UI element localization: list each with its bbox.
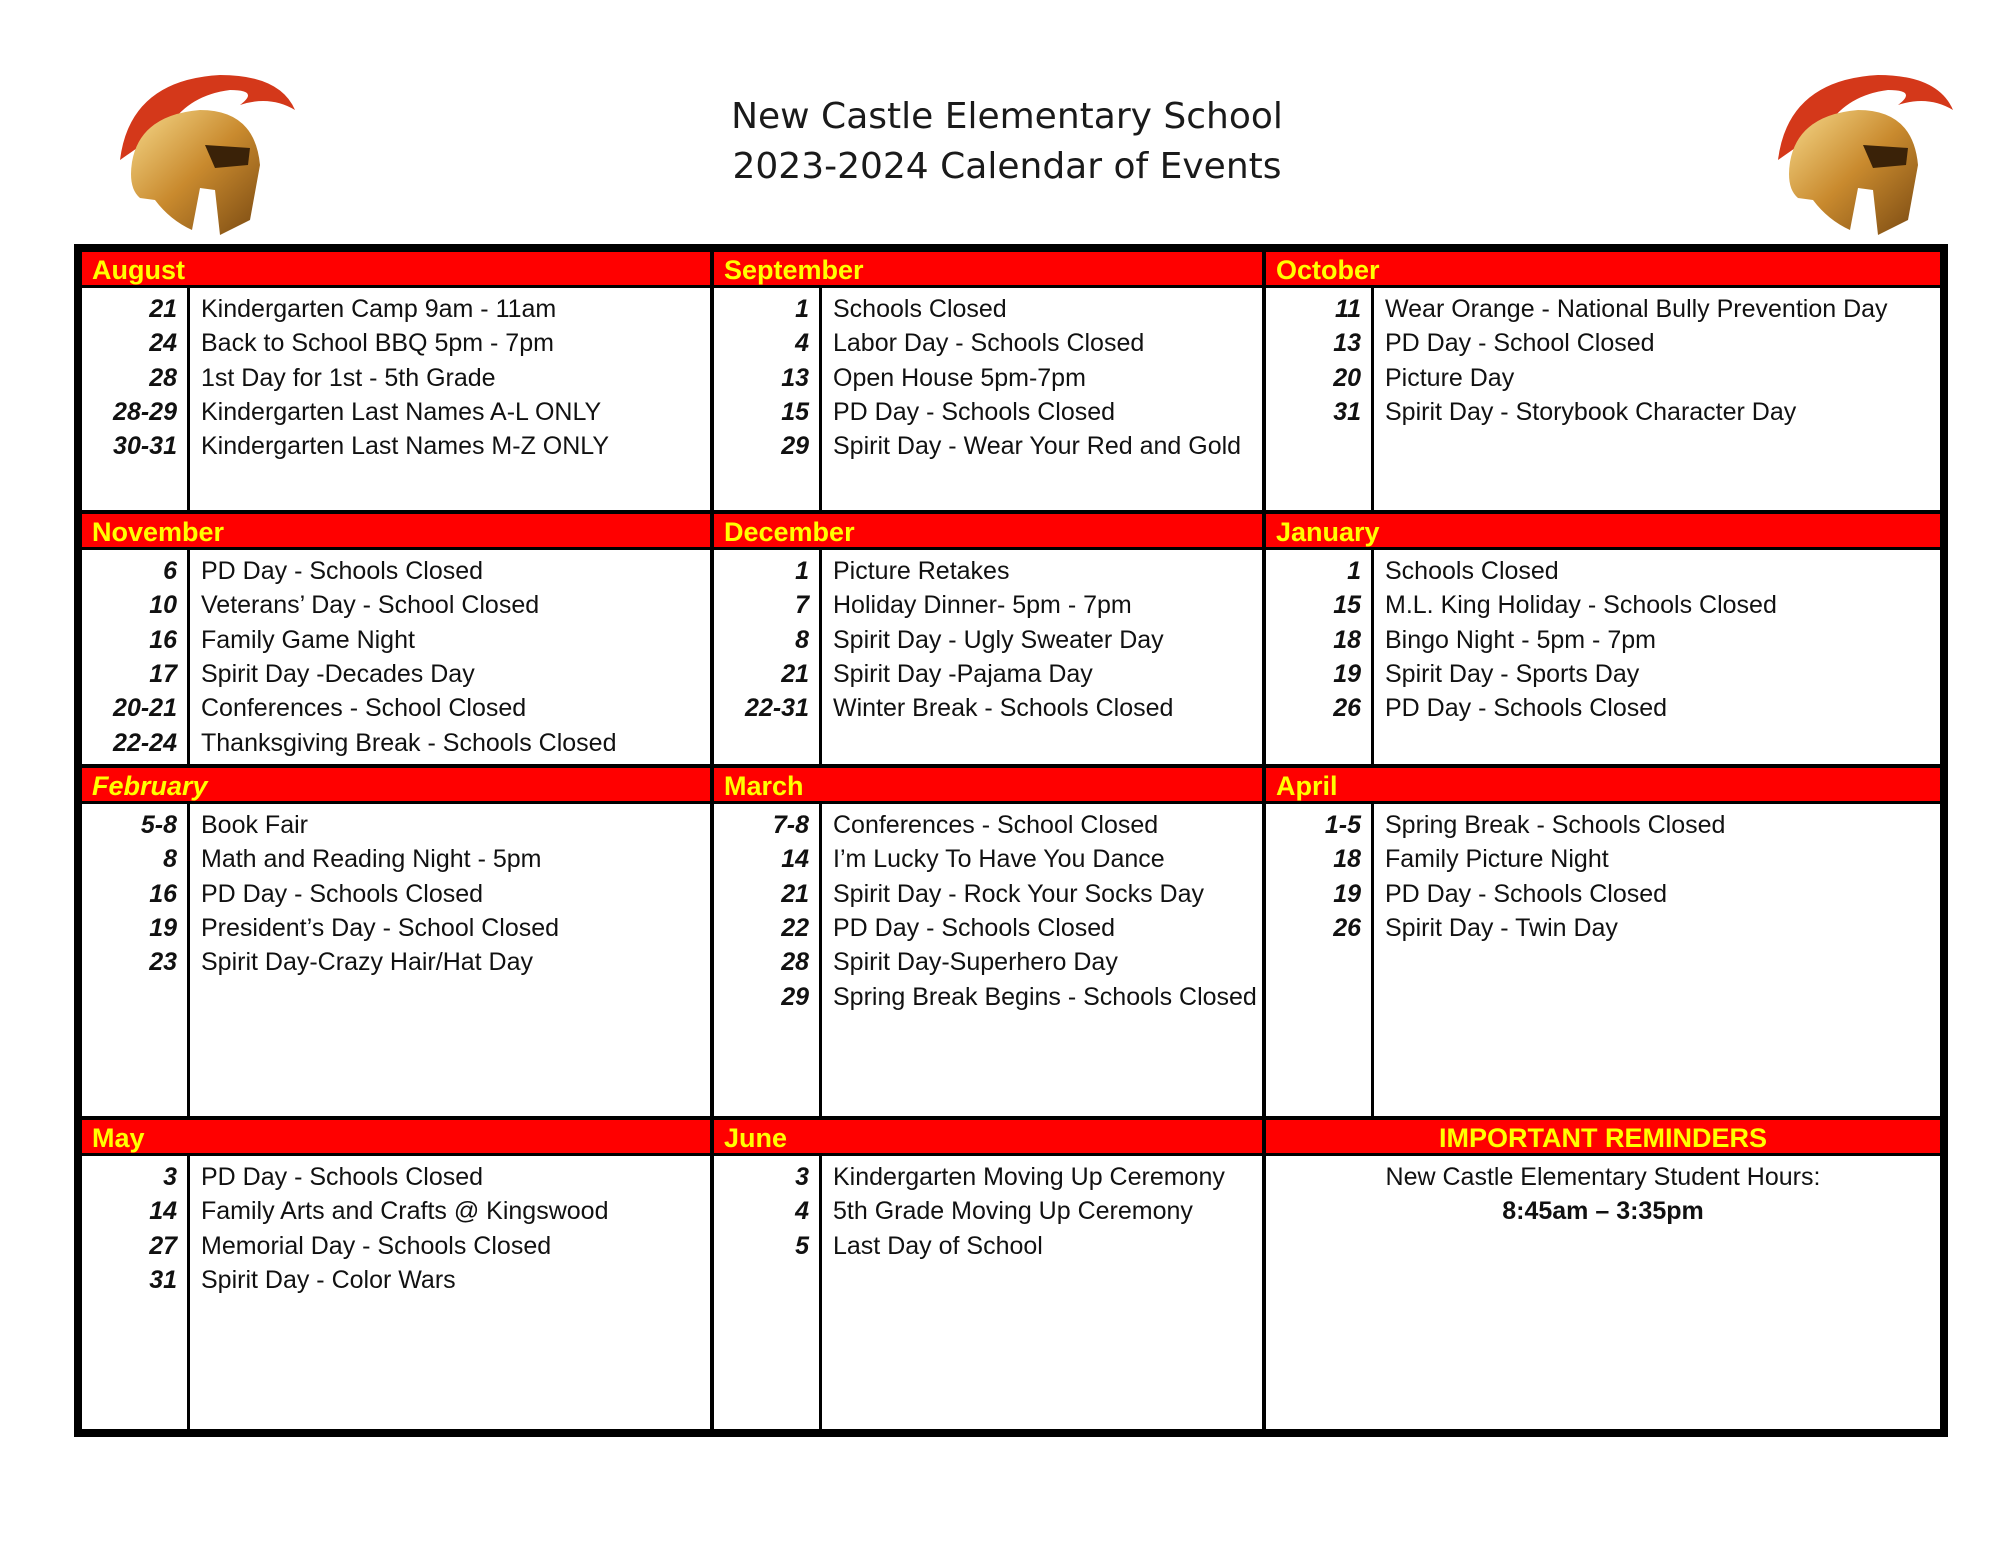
event-text: Spirit Day -Decades Day — [201, 659, 475, 688]
event-row — [1266, 808, 1940, 842]
event-text: Kindergarten Last Names A-L ONLY — [201, 397, 602, 426]
event-text: Spirit Day - Rock Your Socks Day — [833, 879, 1204, 908]
event-date: 29 — [781, 982, 809, 1011]
event-row — [714, 554, 1262, 588]
event-text: PD Day - Schools Closed — [833, 913, 1116, 942]
event-text: Holiday Dinner- 5pm - 7pm — [833, 591, 1132, 620]
event-date: 22-24 — [113, 728, 177, 757]
event-text: Math and Reading Night - 5pm — [201, 845, 542, 874]
event-row — [714, 292, 1262, 326]
event-text: Veterans’ Day - School Closed — [201, 591, 540, 620]
event-text: Family Arts and Crafts @ Kingswood — [201, 1197, 609, 1226]
event-date: 14 — [781, 845, 809, 874]
event-text: PD Day - Schools Closed — [1385, 694, 1668, 723]
event-row — [82, 842, 710, 876]
event-row — [1266, 691, 1940, 725]
event-row — [714, 588, 1262, 622]
event-date: 13 — [781, 363, 809, 392]
event-row — [714, 429, 1262, 463]
spartan-helmet-icon — [110, 70, 300, 240]
event-text: Winter Break - Schools Closed — [833, 694, 1174, 723]
event-date: 26 — [1333, 694, 1361, 723]
event-text: Kindergarten Last Names M-Z ONLY — [201, 432, 610, 461]
month-header-january — [1266, 514, 1940, 550]
event-text: Spirit Day -Pajama Day — [833, 659, 1093, 688]
spartan-helmet-icon — [1768, 70, 1958, 240]
event-row — [714, 395, 1262, 429]
event-date: 5 — [795, 1231, 809, 1260]
event-row — [82, 292, 710, 326]
month-header-february — [82, 768, 710, 804]
month-header-december — [714, 514, 1262, 550]
event-date: 21 — [149, 295, 177, 323]
event-text: Family Game Night — [201, 625, 415, 654]
event-text: Wear Orange - National Bully Prevention Day — [1385, 295, 1888, 323]
event-date: 7-8 — [772, 811, 809, 839]
event-text: Spirit Day - Wear Your Red and Gold — [833, 432, 1242, 461]
event-date: 31 — [149, 1265, 177, 1294]
event-row — [714, 326, 1262, 360]
event-text: Last Day of School — [833, 1231, 1043, 1260]
event-date: 1-5 — [1324, 811, 1361, 839]
event-date: 3 — [795, 1163, 809, 1191]
event-text: Thanksgiving Break - Schools Closed — [201, 728, 617, 757]
month-name: October — [1276, 255, 1380, 285]
event-text: PD Day - Schools Closed — [833, 397, 1116, 426]
event-date: 29 — [781, 432, 809, 461]
event-date: 18 — [1333, 845, 1361, 874]
event-row — [714, 945, 1262, 979]
event-date: 21 — [781, 879, 809, 908]
event-date: 19 — [1333, 879, 1361, 908]
event-text: PD Day - Schools Closed — [1385, 879, 1668, 908]
event-row — [82, 326, 710, 360]
event-text: 5th Grade Moving Up Ceremony — [833, 1197, 1193, 1226]
event-date: 4 — [795, 1197, 809, 1226]
month-header-october — [1266, 252, 1940, 288]
event-row — [82, 623, 710, 657]
event-row — [1266, 361, 1940, 395]
event-row — [82, 1160, 710, 1194]
event-date: 11 — [1335, 295, 1361, 323]
event-row — [714, 1160, 1262, 1194]
event-text: M.L. King Holiday - Schools Closed — [1385, 591, 1777, 620]
event-row — [82, 361, 710, 395]
event-row — [714, 1194, 1262, 1228]
event-date: 31 — [1333, 397, 1361, 426]
event-text: Kindergarten Moving Up Ceremony — [833, 1163, 1225, 1191]
event-text: Spirit Day-Superhero Day — [833, 948, 1118, 977]
event-row — [1266, 554, 1940, 588]
event-date: 14 — [149, 1197, 177, 1226]
event-row — [714, 623, 1262, 657]
event-text: Open House 5pm-7pm — [833, 363, 1086, 392]
event-row — [714, 691, 1262, 725]
event-text: Schools Closed — [1385, 557, 1559, 585]
event-row — [1266, 842, 1940, 876]
event-row — [1266, 623, 1940, 657]
event-text: Spirit Day - Ugly Sweater Day — [833, 625, 1164, 654]
event-row — [714, 980, 1262, 1014]
school-name: New Castle Elementary School — [731, 96, 1283, 137]
event-row — [714, 842, 1262, 876]
event-text: Spirit Day-Crazy Hair/Hat Day — [201, 948, 534, 977]
event-date: 30-31 — [113, 432, 177, 461]
event-date: 19 — [149, 913, 177, 942]
event-row — [82, 1194, 710, 1228]
event-row — [714, 361, 1262, 395]
event-row — [82, 808, 710, 842]
event-text: Picture Retakes — [833, 557, 1010, 585]
reminder-hours-value: 8:45am – 3:35pm — [1502, 1197, 1704, 1225]
event-row — [82, 588, 710, 622]
event-text: PD Day - School Closed — [1385, 329, 1655, 358]
event-date: 7 — [795, 591, 809, 620]
event-date: 16 — [149, 625, 177, 654]
event-text: Spirit Day - Sports Day — [1385, 659, 1640, 688]
event-date: 22 — [781, 913, 809, 942]
event-row — [82, 1229, 710, 1263]
event-text: Book Fair — [201, 811, 308, 839]
event-date: 8 — [163, 845, 177, 874]
event-text: Conferences - School Closed — [833, 811, 1159, 839]
event-text: Conferences - School Closed — [201, 694, 527, 723]
event-row — [82, 657, 710, 691]
month-header-april — [1266, 768, 1940, 804]
event-row — [714, 657, 1262, 691]
event-date: 1 — [795, 295, 809, 323]
event-row — [82, 691, 710, 725]
month-header-august — [82, 252, 710, 288]
event-date: 4 — [795, 329, 809, 358]
event-date: 17 — [149, 659, 177, 688]
month-name: June — [724, 1123, 788, 1153]
month-name: December — [724, 517, 855, 547]
event-date: 1 — [1347, 557, 1361, 585]
event-date: 1 — [795, 557, 809, 585]
reminders-header — [1266, 1120, 1940, 1156]
event-date: 10 — [149, 591, 177, 620]
event-row — [1266, 326, 1940, 360]
event-date: 20-21 — [113, 694, 177, 723]
event-row — [1266, 877, 1940, 911]
event-text: Spring Break - Schools Closed — [1385, 811, 1726, 839]
event-date: 26 — [1333, 913, 1361, 942]
event-row — [714, 808, 1262, 842]
month-name: March — [724, 771, 804, 801]
month-header-may — [82, 1120, 710, 1156]
month-name: May — [92, 1123, 145, 1153]
event-text: Memorial Day - Schools Closed — [201, 1231, 552, 1260]
event-row — [82, 911, 710, 945]
event-text: Labor Day - Schools Closed — [833, 329, 1145, 358]
reminders-heading: IMPORTANT REMINDERS — [1439, 1123, 1767, 1153]
event-row — [1266, 588, 1940, 622]
event-text: Kindergarten Camp 9am - 11am — [201, 295, 557, 323]
event-date: 23 — [149, 948, 177, 977]
event-text: PD Day - Schools Closed — [201, 1163, 484, 1191]
event-row — [82, 945, 710, 979]
event-row — [1266, 657, 1940, 691]
event-date: 20 — [1333, 363, 1361, 392]
month-name: August — [92, 255, 185, 285]
event-row — [1266, 395, 1940, 429]
event-text: Family Picture Night — [1385, 845, 1609, 874]
month-name: January — [1276, 517, 1380, 547]
month-header-september — [714, 252, 1262, 288]
month-name: April — [1276, 771, 1338, 801]
calendar-grid — [74, 244, 1948, 1437]
event-row — [82, 395, 710, 429]
event-date: 13 — [1333, 329, 1361, 358]
event-text: Picture Day — [1385, 363, 1515, 392]
event-row — [82, 877, 710, 911]
event-date: 19 — [1333, 659, 1361, 688]
month-header-november — [82, 514, 710, 550]
event-row — [82, 554, 710, 588]
event-date: 15 — [1333, 591, 1361, 620]
event-text: Back to School BBQ 5pm - 7pm — [201, 329, 554, 358]
event-date: 28-29 — [113, 397, 177, 426]
event-row — [714, 1229, 1262, 1263]
event-row — [714, 877, 1262, 911]
event-text: Spirit Day - Storybook Character Day — [1385, 397, 1797, 426]
event-text: President’s Day - School Closed — [201, 913, 560, 942]
month-name: September — [724, 255, 864, 285]
event-text: Spirit Day - Twin Day — [1385, 913, 1618, 942]
event-row — [1266, 911, 1940, 945]
event-date: 8 — [795, 625, 809, 654]
event-date: 24 — [149, 329, 177, 358]
event-date: 3 — [163, 1163, 177, 1191]
month-header-june — [714, 1120, 1262, 1156]
event-row — [714, 911, 1262, 945]
month-header-march — [714, 768, 1262, 804]
event-row — [82, 429, 710, 463]
calendar-subtitle: 2023-2024 Calendar of Events — [732, 146, 1282, 187]
event-text: PD Day - Schools Closed — [201, 879, 484, 908]
event-text: Spring Break Begins - Schools Closed — [833, 982, 1257, 1011]
event-date: 21 — [781, 659, 809, 688]
event-date: 5-8 — [140, 811, 177, 839]
reminder-hours-label: New Castle Elementary Student Hours: — [1385, 1163, 1821, 1191]
event-date: 28 — [781, 948, 809, 977]
page-title — [0, 92, 2014, 192]
event-date: 22-31 — [745, 694, 809, 723]
event-date: 6 — [163, 557, 177, 585]
event-text: Bingo Night - 5pm - 7pm — [1385, 625, 1656, 654]
event-text: PD Day - Schools Closed — [201, 557, 484, 585]
event-text: I’m Lucky To Have You Dance — [833, 845, 1165, 874]
event-row — [82, 726, 710, 760]
event-date: 27 — [149, 1231, 177, 1260]
month-name: November — [92, 517, 225, 547]
event-date: 15 — [781, 397, 809, 426]
event-date: 28 — [149, 363, 177, 392]
event-text: Spirit Day - Color Wars — [201, 1265, 456, 1294]
event-text: 1st Day for 1st - 5th Grade — [201, 363, 496, 392]
event-date: 16 — [149, 879, 177, 908]
event-date: 18 — [1333, 625, 1361, 654]
month-name: February — [92, 771, 208, 801]
event-row — [1266, 292, 1940, 326]
event-row — [82, 1263, 710, 1297]
event-text: Schools Closed — [833, 295, 1007, 323]
